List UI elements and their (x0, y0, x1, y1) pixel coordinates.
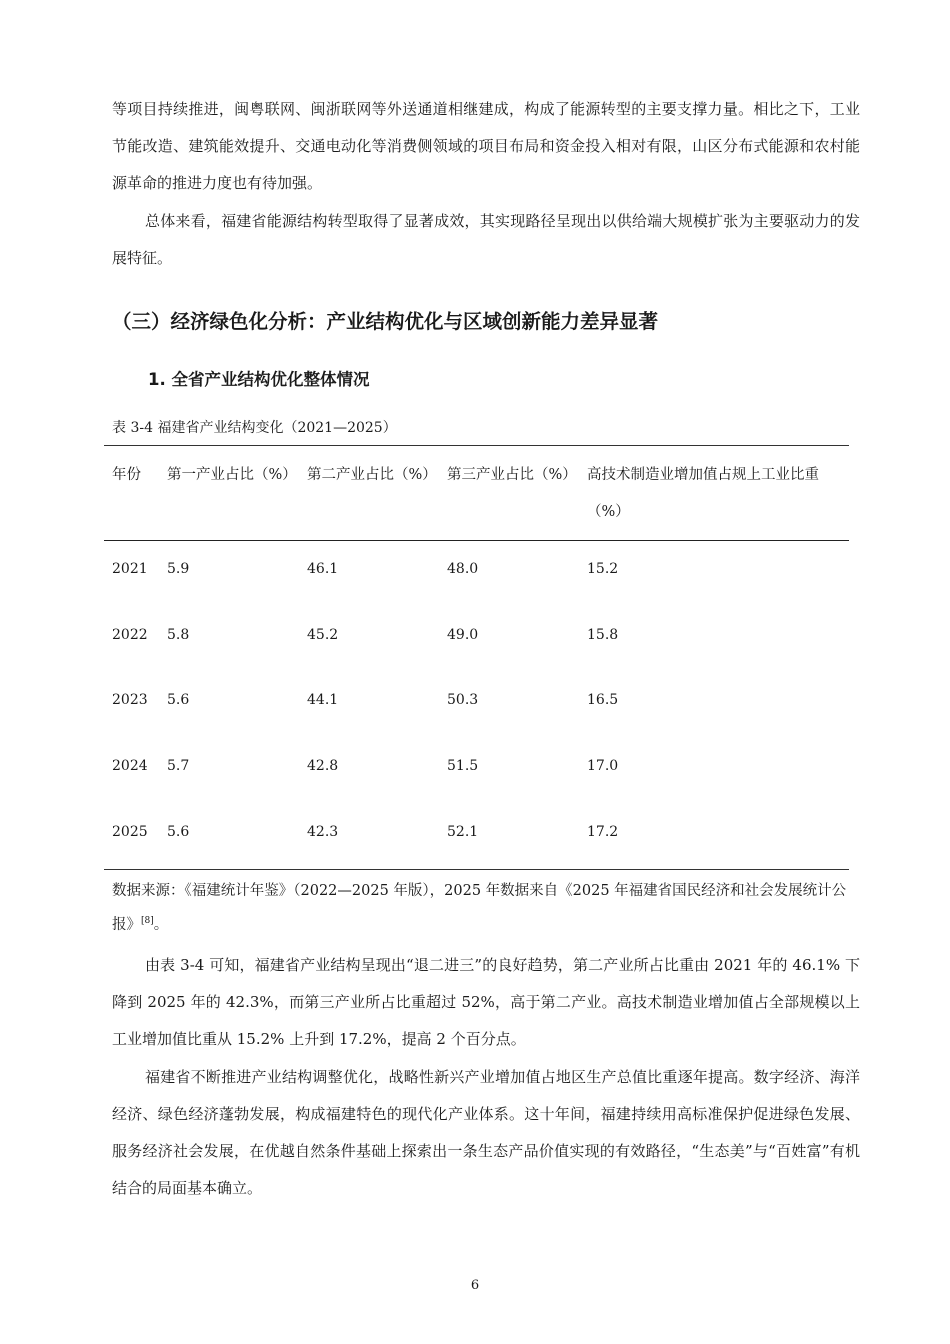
table-cell-hightech: 15.2 (587, 561, 619, 577)
subsection-heading: 1. 全省产业结构优化整体情况 (148, 370, 370, 389)
table-header-hightech: 高技术制造业增加值占规上工业比重（%） (587, 467, 819, 520)
table-source-note (112, 874, 860, 942)
table-header-rule (104, 540, 849, 541)
table-header-tertiary: 第三产业占比（%） (447, 467, 577, 483)
table-cell-tertiary: 48.0 (447, 561, 479, 577)
table-cell-year: 2022 (112, 627, 148, 643)
table-cell-secondary: 42.3 (307, 824, 339, 840)
section-heading: （三）经济绿色化分析：产业结构优化与区域创新能力差异显著 (112, 310, 659, 333)
page-number: 6 (470, 1278, 480, 1293)
table-cell-hightech: 16.5 (587, 692, 619, 708)
table-cell-hightech: 15.8 (587, 627, 619, 643)
paragraph-energy-projects: 等项目持续推进，闽粤联网、闽浙联网等外送通道相继建成，构成了能源转型的主要支撑力量。相比之下，工业节能改造、建筑能效提升、交通电动化等消费侧领域的项目布局和资金投入相对有限，山区分布式能源和农村能源革命的推进力度也有待加强。 (112, 100, 860, 192)
citation-ref: [8] (141, 916, 154, 927)
table-cell-secondary: 42.8 (307, 758, 339, 774)
paragraph-structure-trend: 由表 3-4 可知，福建省产业结构呈现出“退二进三”的良好趋势，第二产业所占比重由 2021 年的 46.1% 下降到 2025 年的 42.3%，而第三产业所占比重超过 52%，高于第二产业。高技术制造业增加值占全部规模以上工业增加值比重从 15.2% 上升到 17.2%，提高 2 个百分点。 (112, 956, 860, 1048)
table-caption: 表 3-4 福建省产业结构变化（2021—2025） (112, 420, 397, 436)
table-header-year: 年份 (112, 467, 141, 483)
paragraph-industrial-upgrade: 福建省不断推进产业结构调整优化，战略性新兴产业增加值占地区生产总值比重逐年提高。数字经济、海洋经济、绿色经济蓬勃发展，构成福建特色的现代化产业体系。这十年间，福建持续用高标准保护促进绿色发展、服务经济社会发展，在优越自然条件基础上探索出一条生态产品价值实现的有效路径，“生态美”与“百姓富”有机结合的局面基本确立。 (112, 1068, 860, 1197)
table-cell-hightech: 17.2 (587, 824, 619, 840)
table-cell-primary: 5.6 (167, 692, 190, 708)
source-text: 数据来源：《福建统计年鉴》（2022—2025 年版），2025 年数据来自《2025 年福建省国民经济和社会发展统计公报》 (112, 883, 847, 933)
table-cell-tertiary: 49.0 (447, 627, 479, 643)
paragraph-energy-summary: 总体来看，福建省能源结构转型取得了显著成效，其实现路径呈现出以供给端大规模扩张为主要驱动力的发展特征。 (112, 212, 860, 267)
table-cell-year: 2024 (112, 758, 148, 774)
table-header-secondary: 第二产业占比（%） (307, 467, 437, 483)
table-cell-tertiary: 51.5 (447, 758, 479, 774)
table-cell-secondary: 44.1 (307, 692, 339, 708)
table-cell-tertiary: 50.3 (447, 692, 479, 708)
table-cell-primary: 5.7 (167, 758, 190, 774)
source-end: 。 (153, 917, 169, 933)
table-header-primary: 第一产业占比（%） (167, 467, 297, 483)
table-cell-year: 2023 (112, 692, 148, 708)
table-cell-primary: 5.9 (167, 561, 190, 577)
table-cell-hightech: 17.0 (587, 758, 619, 774)
table-cell-primary: 5.8 (167, 627, 190, 643)
table-top-rule (104, 445, 849, 446)
table-cell-tertiary: 52.1 (447, 824, 479, 840)
table-cell-primary: 5.6 (167, 824, 190, 840)
table-cell-secondary: 46.1 (307, 561, 339, 577)
table-cell-secondary: 45.2 (307, 627, 339, 643)
table-cell-year: 2025 (112, 824, 148, 840)
table-bottom-rule (104, 869, 849, 870)
table-cell-year: 2021 (112, 561, 148, 577)
